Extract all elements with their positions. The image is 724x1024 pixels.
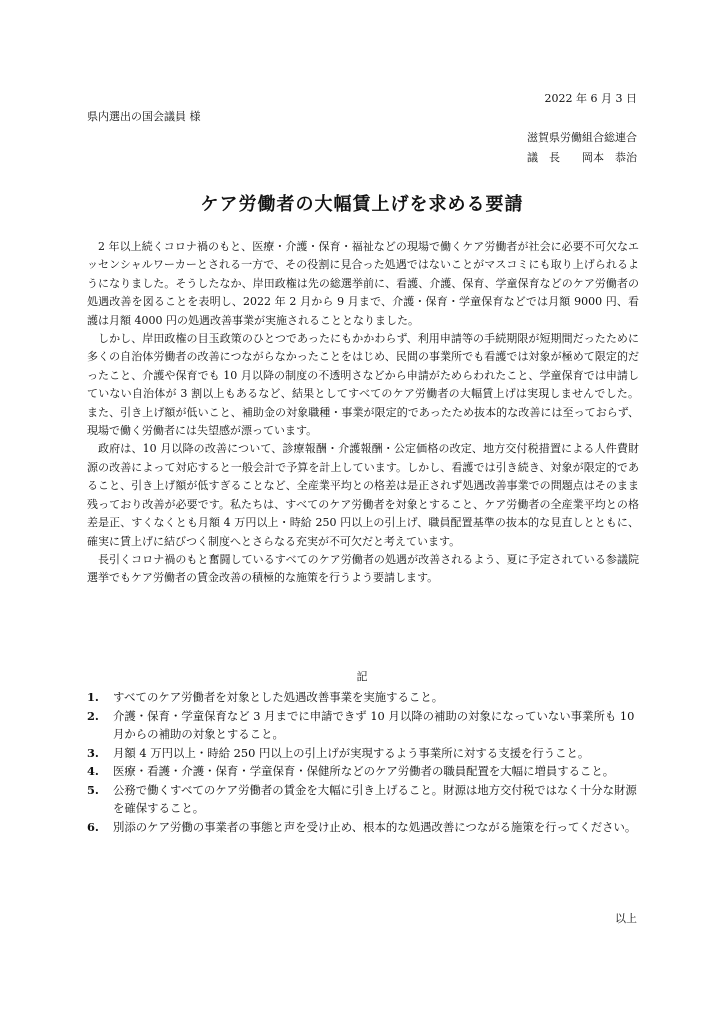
document-date: 2022 年 6 月 3 日 (544, 92, 637, 105)
body-paragraph: 政府は、10 月以降の改善について、診療報酬・介護報酬・公定価格の改定、地方交付税措置による人件費財源の改善によって対応すると一般会計で予算を計上しています。しかし、看護では引き続き、対象が限定的であること、引き上げ額が低すぎることなど、全産業平均との格差は是正されず処遇改善事業での問題点はそのまま残っており改善が必要です。私たちは、すべてのケア労働者を対象とすること、ケア労働者の全産業平均との格差是正、すくなくとも月額 4 万円以上・時給 250 円以上の引上げ、職員配置基準の抜本的な見直しとともに、確実に賃上げに結びつく制度へとさらなる充実が不可欠だと考えています。 (87, 442, 639, 548)
sender-role: 議 長 (527, 151, 560, 164)
item-number: 4. (87, 764, 99, 778)
body-paragraph: しかし、岸田政権の目玉政策のひとつであったにもかかわらず、利用申請等の手続期限が短期間だったために多くの自治体労働者の改善につながらなかったことをはじめ、民間の事業所でも看護では対象が極めて限定的だったこと、介護や保育でも 10 月以降の制度の不透明さなどから申請がためらわれたこと、学童保育では申請していない自治体が 3 割以上もあるなど、結果としてすべてのケア労働者の大幅賃上げは実現しませんでした。また、引き上げ額が低いこと、補助金の対象職種・事業が限定的であったため抜本的な改善には至っておらず、現場で働く労働者には失望感が漂っています。 (87, 332, 639, 438)
list-item (87, 744, 639, 763)
addressee: 県内選出の国会議員 様 (87, 110, 201, 123)
sender-organization: 滋賀県労働組合総連合 (527, 131, 637, 144)
item-number: 6. (87, 819, 99, 834)
item-number: 2. (87, 708, 99, 723)
item-text: 公務で働くすべてのケア労働者の賃金を大幅に引き上げること。財源は地方交付税ではなく十分な財源を確保すること。 (113, 782, 637, 815)
item-text: 別添のケア労働の事業者の事態と声を受け止め、根本的な処遇改善につながる施策を行ってください。 (113, 819, 637, 834)
item-number: 5. (87, 782, 99, 797)
body-paragraph: 2 年以上続くコロナ禍のもと、医療・介護・保育・福祉などの現場で働くケア労働者が社会に必要不可欠なエッセンシャルワーカーとされる一方で、その役割に見合った処遇ではないことがマスコミにも取り上げられるようになりました。そうしたなか、岸田政権は先の総選挙前に、看護、介護、保育、学童保育などのケア労働者の処遇改善を図ることを表明し、2022 年 2 月から 9 月まで、介護・保育・学童保育などでは月額 9000 円、看護は月額 4000 円の処遇改善事業が実施されることとなりました。 (87, 240, 639, 327)
sender-block (527, 128, 637, 168)
ki-heading: 記 (356, 670, 368, 683)
item-number: 3. (87, 745, 99, 760)
item-text: すべてのケア労働者を対象とした処遇改善事業を実施すること。 (113, 690, 444, 704)
item-text: 介護・保育・学童保育など 3 月までに申請できず 10 月以降の補助の対象になっていない事業所も 10 月からの補助の対象とすること。 (113, 708, 635, 741)
request-list (87, 688, 639, 836)
closing-mark: 以上 (615, 912, 637, 925)
body-paragraph: 長引くコロナ禍のもと奮闘しているすべてのケア労働者の処遇が改善されるよう、夏に予定されている参議院選挙でもケア労働者の賃金改善の積極的な施策を行うよう要請します。 (87, 552, 639, 585)
list-item (87, 688, 639, 707)
document-title: ケア労働者の大幅賃上げを求める要請 (200, 194, 524, 215)
sender-name: 岡本 恭治 (582, 151, 637, 164)
list-item (87, 762, 639, 781)
item-text: 医療・看護・介護・保育・学童保育・保健所などのケア労働者の職員配置を大幅に増員すること。 (113, 764, 615, 778)
document-body (87, 238, 639, 588)
item-text: 月額 4 万円以上・時給 250 円以上の引上げが実現するよう事業所に対する支援を行うこと。 (113, 745, 590, 760)
sender-signatory (527, 148, 637, 168)
list-item (87, 707, 639, 744)
list-item (87, 781, 639, 818)
item-number: 1. (87, 690, 99, 704)
list-item (87, 818, 639, 837)
